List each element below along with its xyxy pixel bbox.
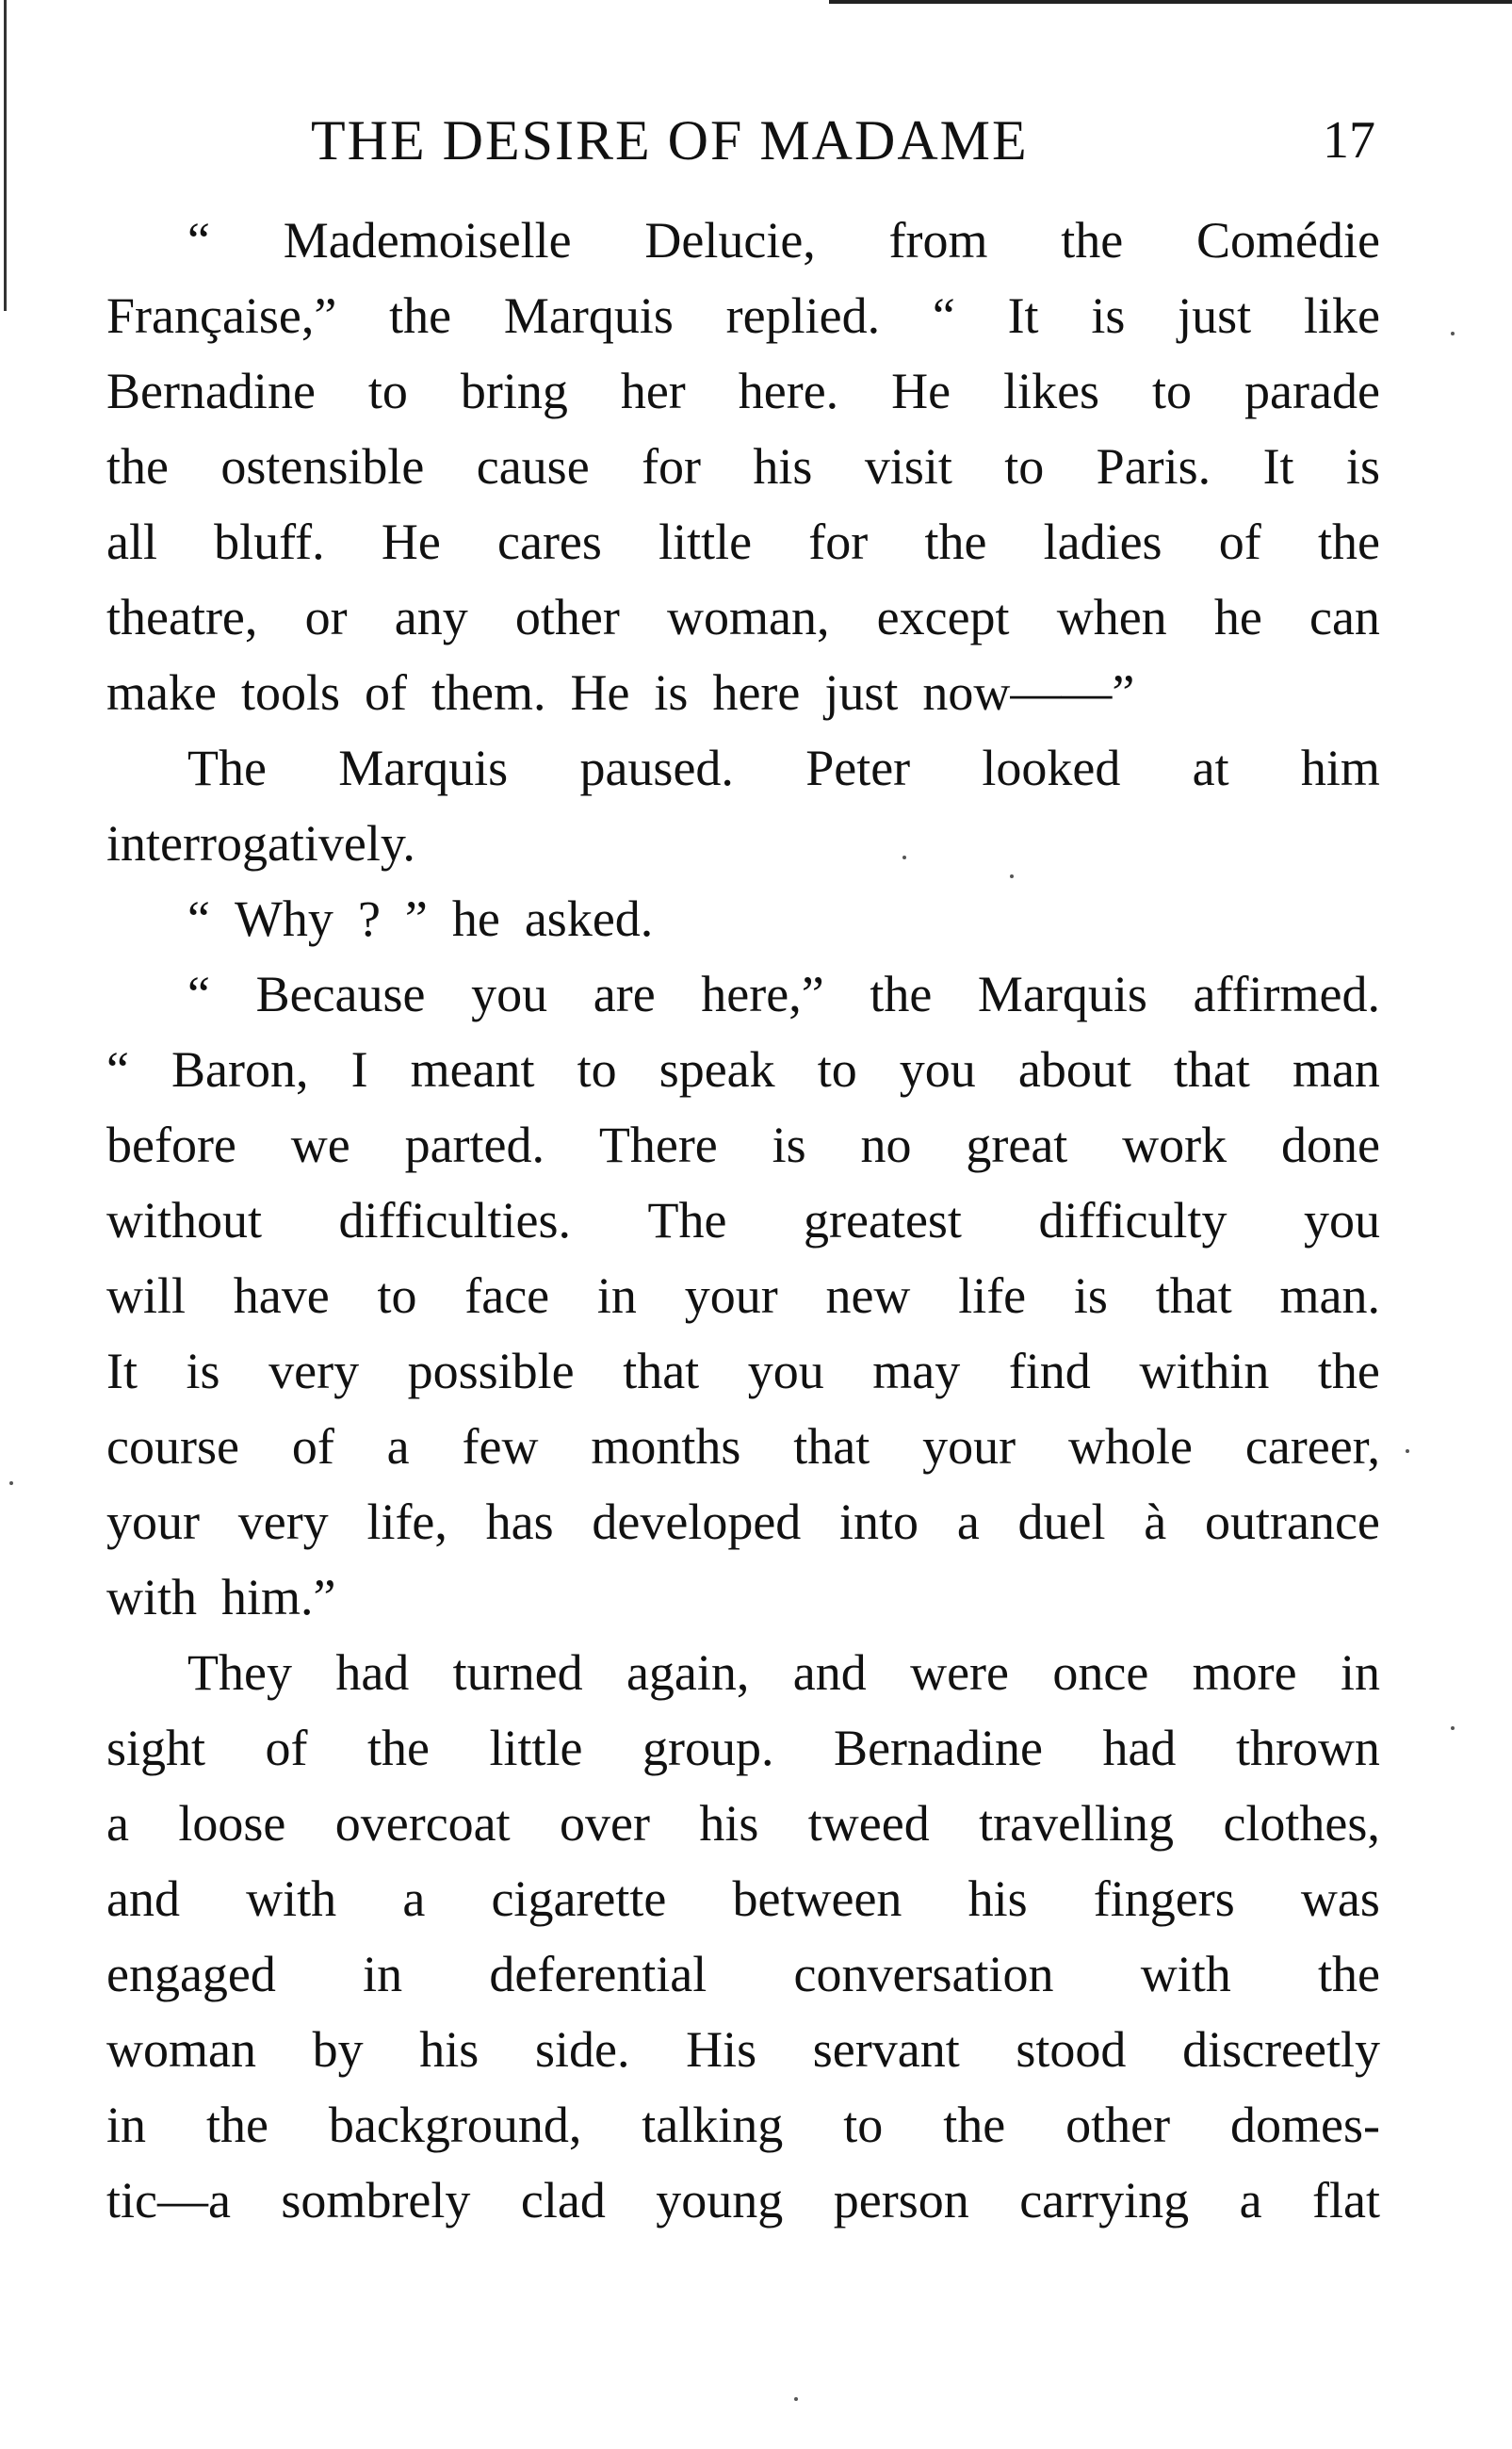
word: of [364, 664, 407, 721]
text-line [106, 1484, 1380, 1559]
word: very [237, 1494, 329, 1550]
text-line [106, 1032, 1380, 1107]
word: clad [520, 2172, 606, 2229]
word: just [824, 664, 899, 721]
word: her [620, 363, 686, 419]
word: “ [187, 212, 210, 269]
word: asked. [524, 890, 654, 947]
word: work [1122, 1117, 1227, 1173]
word: person [833, 2172, 969, 2229]
word: the [1317, 514, 1380, 570]
word: It [106, 1343, 138, 1399]
word: bring [460, 363, 568, 419]
word: his [419, 2021, 480, 2078]
word: few [462, 1418, 539, 1475]
word: can [1309, 589, 1380, 645]
word: clothes, [1223, 1795, 1380, 1852]
word: meant [410, 1041, 535, 1098]
word: here. [738, 363, 839, 419]
word: the [367, 1720, 431, 1776]
word: that [1155, 1267, 1232, 1324]
word: to [367, 363, 408, 419]
word: thrown [1235, 1720, 1380, 1776]
word: ostensible [220, 438, 425, 495]
word: whole [1067, 1418, 1193, 1475]
word: his [753, 438, 813, 495]
text-line [106, 1559, 1380, 1635]
word: from [888, 212, 988, 269]
word: and [106, 1870, 180, 1927]
word: and [792, 1644, 867, 1701]
word: “ [106, 1041, 129, 1098]
word: likes [1003, 363, 1100, 419]
word: loose [178, 1795, 286, 1852]
word: ” [404, 890, 428, 947]
text-line [106, 203, 1380, 278]
word: It [1262, 438, 1294, 495]
text-line [106, 1936, 1380, 2012]
word: between [732, 1870, 902, 1927]
word: Marquis [503, 287, 674, 344]
text-line [106, 1786, 1380, 1861]
text-line [106, 353, 1380, 429]
word: bluff. [214, 514, 325, 570]
word: ? [357, 890, 381, 947]
word: or [304, 589, 348, 645]
word: life, [366, 1494, 447, 1550]
word: the [389, 287, 452, 344]
word: your [106, 1494, 200, 1550]
text-line [106, 1107, 1380, 1183]
word: to [1152, 363, 1193, 419]
word: to [817, 1041, 857, 1098]
word: by [312, 2021, 364, 2078]
word: a [1239, 2172, 1262, 2229]
text-line [106, 1861, 1380, 1936]
word: Why [234, 890, 333, 947]
word: at [1192, 740, 1229, 796]
word: new [825, 1267, 911, 1324]
word: was [1300, 1870, 1380, 1927]
word: has [485, 1494, 554, 1550]
word: with [106, 1569, 198, 1625]
word: the [870, 966, 933, 1022]
word: without [106, 1192, 263, 1249]
word: duel [1017, 1494, 1106, 1550]
word: domes- [1230, 2097, 1380, 2153]
word: done [1281, 1117, 1380, 1173]
word: of [265, 1720, 308, 1776]
word: to [577, 1041, 617, 1098]
text-line [106, 1258, 1380, 1333]
body-text [106, 203, 1380, 2238]
word: Because [255, 966, 426, 1022]
word: face [464, 1267, 550, 1324]
word: here [712, 664, 801, 721]
left-edge-rule [4, 0, 7, 311]
word: His [686, 2021, 757, 2078]
word: conversation [793, 1946, 1054, 2002]
word: he [1213, 589, 1262, 645]
word: engaged [106, 1946, 276, 2002]
print-speck [9, 1481, 13, 1485]
word: find [1008, 1343, 1091, 1399]
word: ladies [1043, 514, 1162, 570]
word: very [268, 1343, 360, 1399]
word: is [1091, 287, 1126, 344]
word: talking [642, 2097, 784, 2153]
word: for [808, 514, 869, 570]
word: developed [592, 1494, 802, 1550]
word: There [598, 1117, 718, 1173]
word: over [560, 1795, 650, 1852]
text-line [106, 1183, 1380, 1258]
word: like [1303, 287, 1380, 344]
word: group. [642, 1720, 774, 1776]
word: Paris. [1096, 438, 1211, 495]
word: that [1173, 1041, 1250, 1098]
word: cigarette [491, 1870, 667, 1927]
word: a [956, 1494, 980, 1550]
word: him [1300, 740, 1380, 796]
word: to [1004, 438, 1045, 495]
word: replied. [725, 287, 881, 344]
word: stood [1016, 2021, 1127, 2078]
word: a [402, 1870, 426, 1927]
word: with [1140, 1946, 1231, 2002]
word: other [514, 589, 620, 645]
word: all [106, 514, 157, 570]
word: his [967, 1870, 1028, 1927]
word: young [656, 2172, 784, 2229]
word: a [106, 1795, 129, 1852]
word: you [471, 966, 548, 1022]
text-line [106, 1710, 1380, 1786]
word: that [793, 1418, 870, 1475]
word: his [699, 1795, 759, 1852]
word: cares [497, 514, 602, 570]
word: life [958, 1267, 1027, 1324]
word: in [1340, 1644, 1380, 1701]
word: of [291, 1418, 334, 1475]
word: about [1017, 1041, 1131, 1098]
word: Baron, [171, 1041, 309, 1098]
word: Marquis [977, 966, 1147, 1022]
word: possible [407, 1343, 575, 1399]
text-line [106, 1409, 1380, 1484]
text-line [106, 881, 1380, 956]
word: of [1218, 514, 1261, 570]
word: They [187, 1644, 292, 1701]
word: Peter [805, 740, 911, 796]
text-line [106, 429, 1380, 504]
text-line [106, 806, 1380, 881]
running-title: THE DESIRE OF MADAME [311, 109, 1029, 171]
word: make [106, 664, 217, 721]
word: interrogatively. [106, 815, 415, 872]
print-speck [1451, 1726, 1455, 1730]
word: will [106, 1267, 187, 1324]
word: in [106, 2097, 147, 2153]
word: Comédie [1196, 212, 1380, 269]
word: the [1317, 1946, 1380, 2002]
word: course [106, 1418, 239, 1475]
page-number: 17 [1323, 111, 1375, 170]
word: the [943, 2097, 1006, 2153]
word: no [860, 1117, 912, 1173]
word: him.” [221, 1569, 336, 1625]
word: once [1052, 1644, 1149, 1701]
word: tweed [807, 1795, 930, 1852]
word: He [381, 514, 441, 570]
word: Marquis [338, 740, 509, 796]
word: little [658, 514, 753, 570]
word: difficulty [1038, 1192, 1227, 1249]
text-line [106, 580, 1380, 655]
word: It [1007, 287, 1039, 344]
word: paused. [579, 740, 734, 796]
word: outrance [1204, 1494, 1380, 1550]
word: other [1065, 2097, 1171, 2153]
word: side. [534, 2021, 630, 2078]
top-edge-rule [829, 0, 1512, 4]
word: He [570, 664, 630, 721]
word: is [772, 1117, 806, 1173]
word: man [1292, 1041, 1380, 1098]
word: woman, [667, 589, 830, 645]
word: any [394, 589, 468, 645]
word: when [1056, 589, 1167, 645]
word: within [1139, 1343, 1270, 1399]
word: Delucie, [644, 212, 816, 269]
word: woman [106, 2021, 256, 2078]
word: is [1073, 1267, 1108, 1324]
word: greatest [804, 1192, 962, 1249]
word: The [187, 740, 267, 796]
word: you [747, 1343, 824, 1399]
word: have [233, 1267, 330, 1324]
word: is [186, 1343, 220, 1399]
word: them. [431, 664, 546, 721]
word: into [839, 1494, 919, 1550]
word: your [684, 1267, 778, 1324]
word: just [1178, 287, 1252, 344]
word: fingers [1093, 1870, 1235, 1927]
word: Mademoiselle [283, 212, 572, 269]
word: speak [658, 1041, 775, 1098]
word: “ [187, 966, 210, 1022]
word: cause [476, 438, 590, 495]
word: The [647, 1192, 727, 1249]
word: flat [1312, 2172, 1380, 2229]
word: looked [982, 740, 1121, 796]
word: to [843, 2097, 884, 2153]
word: may [872, 1343, 961, 1399]
word: with [246, 1870, 337, 1927]
word: parade [1244, 363, 1380, 419]
word: except [876, 589, 1010, 645]
word: tic—a [106, 2172, 231, 2229]
word: here,” [701, 966, 824, 1022]
word: a [386, 1418, 410, 1475]
text-line [106, 730, 1380, 806]
word: the [924, 514, 987, 570]
print-speck [1010, 874, 1014, 878]
word: visit [864, 438, 952, 495]
word: he [451, 890, 500, 947]
word: you [899, 1041, 976, 1098]
text-line [106, 278, 1380, 353]
word: for [642, 438, 702, 495]
word: Française,” [106, 287, 337, 344]
text-line [106, 1333, 1380, 1409]
text-line [106, 1635, 1380, 1710]
word: career, [1244, 1418, 1380, 1475]
word: Bernadine [106, 363, 316, 419]
word: “ [187, 890, 210, 947]
word: parted. [404, 1117, 545, 1173]
text-line [106, 2163, 1380, 2238]
word: He [891, 363, 951, 419]
word: in [363, 1946, 403, 2002]
text-line [106, 2012, 1380, 2087]
word: deferential [489, 1946, 707, 2002]
word: sombrely [281, 2172, 471, 2229]
word: carrying [1019, 2172, 1190, 2229]
word: now——” [922, 664, 1135, 721]
word: had [335, 1644, 410, 1701]
word: tools [240, 664, 340, 721]
word: your [922, 1418, 1016, 1475]
text-line [106, 956, 1380, 1032]
word: à [1144, 1494, 1167, 1550]
word: had [1102, 1720, 1177, 1776]
word: servant [812, 2021, 960, 2078]
text-line [106, 2087, 1380, 2163]
word: Bernadine [834, 1720, 1043, 1776]
word: were [910, 1644, 1010, 1701]
print-speck [1451, 332, 1455, 335]
word: again, [626, 1644, 750, 1701]
word: the [106, 438, 169, 495]
word: is [654, 664, 689, 721]
text-line [106, 504, 1380, 580]
word: I [350, 1041, 368, 1098]
word: are [593, 966, 656, 1022]
print-speck [902, 856, 906, 859]
word: you [1303, 1192, 1380, 1249]
word: to [377, 1267, 417, 1324]
word: the [1061, 212, 1124, 269]
word: is [1345, 438, 1380, 495]
word: more [1192, 1644, 1297, 1701]
print-speck [1406, 1449, 1409, 1453]
word: we [290, 1117, 350, 1173]
word: man. [1279, 1267, 1380, 1324]
word: discreetly [1182, 2021, 1380, 2078]
print-speck [794, 2397, 798, 2401]
word: great [966, 1117, 1068, 1173]
word: turned [452, 1644, 583, 1701]
word: before [106, 1117, 236, 1173]
word: the [205, 2097, 268, 2153]
word: sight [106, 1720, 206, 1776]
word: difficulties. [338, 1192, 572, 1249]
word: that [623, 1343, 700, 1399]
word: in [596, 1267, 637, 1324]
word: overcoat [334, 1795, 511, 1852]
word: the [1317, 1343, 1380, 1399]
text-line [106, 655, 1380, 730]
word: little [489, 1720, 583, 1776]
word: background, [328, 2097, 582, 2153]
page-header [311, 107, 1375, 173]
word: theatre, [106, 589, 258, 645]
word: travelling [979, 1795, 1175, 1852]
word: “ [932, 287, 955, 344]
word: months [591, 1418, 741, 1475]
word: affirmed. [1193, 966, 1380, 1022]
